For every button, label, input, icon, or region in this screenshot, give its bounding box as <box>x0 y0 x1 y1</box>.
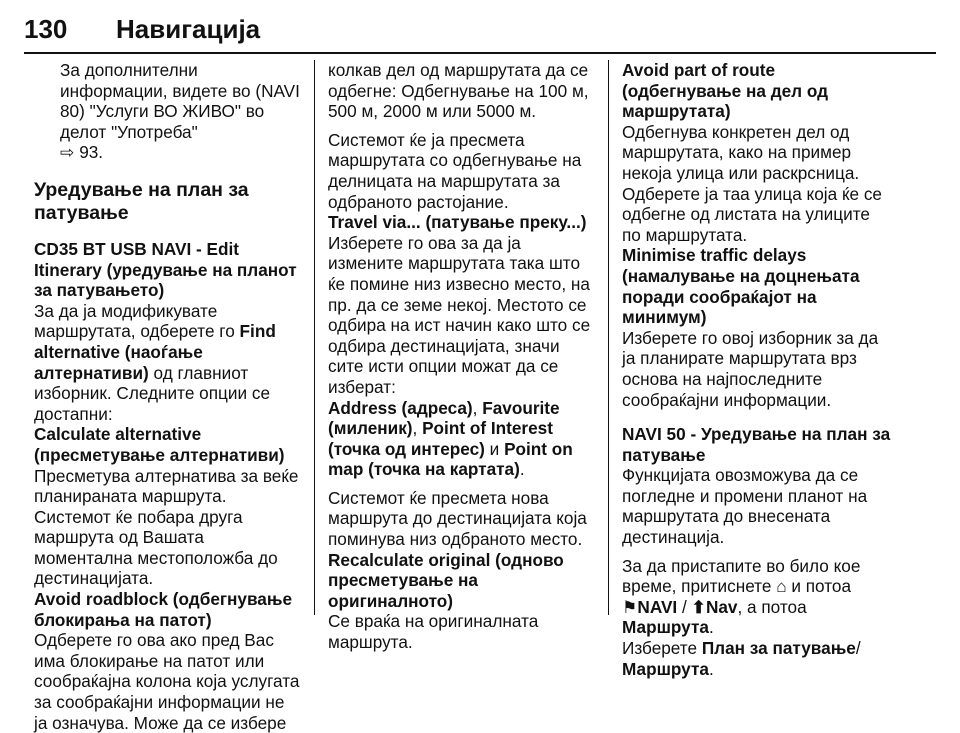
plan-label: План за патување <box>701 638 856 659</box>
find-alternative-label: Find alternative (наоѓање алтернативи) <box>34 321 276 383</box>
text: , <box>412 418 423 439</box>
option-poi: Point of Interest (точка од интерес) <box>328 418 553 459</box>
option-map: Point on map (точка на картата) <box>328 438 573 480</box>
text: . <box>708 617 714 638</box>
minimise-paragraph: Изберете го овој изборник за да ја планирате маршрутата врз основа на најпоследните сообраќајни информации. <box>622 327 879 410</box>
nav-arrow-icon: ⬆ <box>691 596 706 617</box>
option-address: Address (адреса) <box>328 397 473 418</box>
intro-ref: 93. <box>79 142 104 163</box>
route-label-2: Маршрута <box>622 658 709 679</box>
page-title: Навигација <box>116 14 261 44</box>
calc-heading: Calculate alternative (пресметување алтернативи) <box>34 424 285 465</box>
arrow-right-icon: ⇨ <box>60 142 75 163</box>
new-route-paragraph: Системот ќе пресмета нова маршрута до дестинацијата која поминува низ одбраното место. <box>328 487 587 550</box>
avoid-cont-paragraph: колкав дел од маршрутата да се одбегне: Одбегнување на 100 м, 500 м, 2000 м или 5000 м. <box>328 60 589 122</box>
column-divider <box>608 60 609 615</box>
column-divider <box>314 60 315 615</box>
column-2 <box>328 60 596 653</box>
text: . <box>708 658 714 679</box>
recalc-original-paragraph: Се враќа на оригиналната маршрута. <box>328 611 539 653</box>
subsection-title: CD35 BT USB NAVI - Edit Itinerary (уредување на планот за патувањето) <box>34 238 297 301</box>
column-1 <box>34 60 302 733</box>
avoid-paragraph: Одберете го ова ако пред Вас има блокирање на патот или сообраќајна колона која услугата за сообраќајни информации не ја означува. Може да се избере <box>34 630 300 733</box>
select-paragraph <box>622 638 892 679</box>
text: и потоа <box>786 576 852 597</box>
text: , <box>472 397 483 418</box>
navi-label: NAVI <box>637 596 678 617</box>
recalc-original-heading: Recalculate original (одново пресметување на оригиналното) <box>328 549 564 611</box>
text: и <box>484 438 505 459</box>
recalc-paragraph: Системот ќе ја пресмета маршрутата со одбегнување на делницата на маршрутата за одбраното растојание. <box>328 129 582 212</box>
route-label: Маршрута <box>622 617 709 638</box>
options-paragraph <box>328 398 596 480</box>
section-title: Уредување на план за патување <box>34 178 249 224</box>
nav-label: Nav <box>705 596 738 617</box>
function-paragraph: Функцијата овозможува да се погледне и промени планот на маршрутата до внесената дестинација. <box>622 465 868 548</box>
edit-paragraph <box>34 301 302 425</box>
text: , а потоа <box>737 596 807 617</box>
avoid-part-heading: Avoid part of route (одбегнување на дел од маршрутата) <box>622 60 829 122</box>
intro-paragraph <box>34 60 302 163</box>
text: . <box>519 459 525 480</box>
access-paragraph <box>622 556 892 638</box>
navi50-heading: NAVI 50 - Уредување на план за патување <box>622 424 891 465</box>
column-3 <box>622 60 892 679</box>
travel-heading: Travel via... (патување преку...) <box>328 212 587 233</box>
text: / <box>855 638 861 659</box>
header-rule <box>24 52 936 54</box>
intro-text: За дополнителни информации, видете во (NAVI 80) "Услуги ВО ЖИВО" во делот "Употреба" <box>60 60 300 142</box>
page-number: 130 <box>24 14 68 44</box>
travel-paragraph: Изберете го ова за да ја измените маршрутата така што ќе помине низ извесно место, на пр. да се земе некој. Местото се одбира на ист начин како што се одбира дестинацијата, значи сите исти опции можат да се изберат: <box>328 232 591 397</box>
flag-icon: ⚑ <box>622 596 638 617</box>
avoid-heading: Avoid roadblock (одбегнување блокирања на патот) <box>34 589 293 630</box>
text: од главниот изборник. Следните опции се достапни: <box>34 362 271 424</box>
home-icon: ⌂ <box>776 576 787 597</box>
option-favourite: Favourite (миленик) <box>328 397 560 439</box>
page-header <box>24 0 936 58</box>
text: / <box>677 596 692 617</box>
text: За да ја модификувате маршрутата, одберете го <box>34 300 240 342</box>
calc-paragraph: Пресметува алтернатива за веќе планираната маршрута. Системот ќе побара друга маршрута од Вашата моментална местоположба до дестинацијата. <box>34 465 299 589</box>
text: За да пристапите во било кое време, притиснете <box>622 555 861 597</box>
avoid-part-paragraph: Одбегнува конкретен дел од маршрутата, како на пример некоја улица или раскрсница. Одберете ја таа улица која ќе се одбегне од листата на улиците по маршрутата. <box>622 121 882 245</box>
text: Изберете <box>622 638 702 659</box>
minimise-heading: Minimise traffic delays (намалување на доцнењата поради сообраќајот на минимум) <box>622 245 860 328</box>
